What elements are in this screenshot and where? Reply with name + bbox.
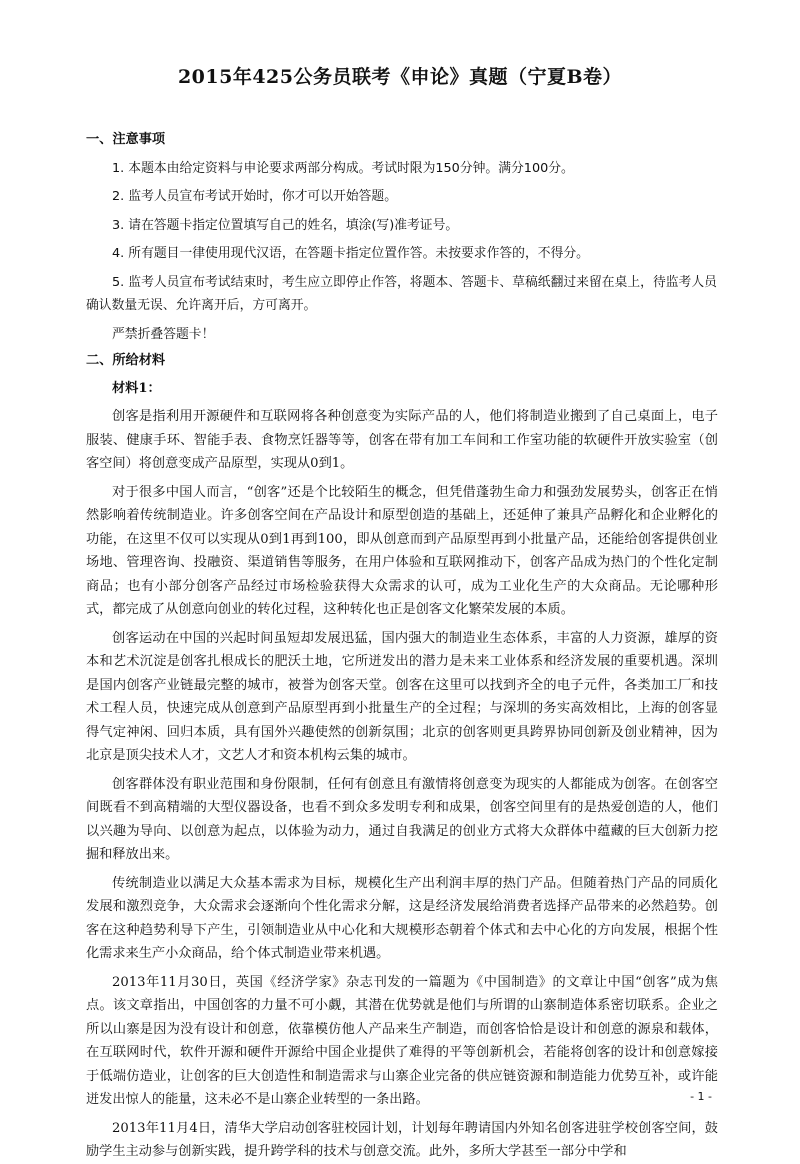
section-heading-materials: 二、所给材料 <box>86 353 166 368</box>
document-title: 2015年425公务员联考《申论》真题（宁夏B卷） <box>177 66 623 88</box>
material-paragraph: 2013年11月30日，英国《经济学家》杂志刊发的一篇题为《中国制造》的文章让中国“创客”成为焦点。该文章指出，中国创客的力量不可小觑，其潜在优势就是他们与所谓的山寨制造体系密切联系。企业之所以山寨是因为没有设计和创意，依靠模仿他人产品来生产制造，而创客恰恰是设计和创意的源泉和载体，在互联网时代，软件开源和硬件开源给中国企业提供了难得的平等创新机会，若能将创客的设计和创意嫁接于低端仿造业，让创客的巨大创造性和制造需求与山寨企业完备的供应链资源和制造能力优势互补，或许能迸发出惊人的能量，这未必不是山寨企业转型的一条出路。 <box>86 974 718 1107</box>
material-paragraph: 传统制造业以满足大众基本需求为目标，规模化生产出利润丰厚的热门产品。但随着热门产品的同质化发展和激烈竞争，大众需求会逐渐向个性化需求分解，这是经济发展给消费者选择产品带来的必然趋势。创客在这种趋势利导下产生，引领制造业从中心化和大规模形态朝着个体式和去中心化的方向发展，根据个性化需求来生产小众商品，给个体式制造业带来机遇。 <box>86 875 718 961</box>
material-paragraph: 对于很多中国人而言，“创客”还是个比较陌生的概念，但凭借蓬勃生命力和强劲发展势头，创客正在悄然影响着传统制造业。许多创客空间在产品设计和原型创造的基础上，还延伸了兼具产品孵化和企业孵化的功能，在这里不仅可以实现从0到1再到100，即从创意而到产品原型再到小批量产品，还能给创客提供创业场地、管理咨询、投融资、渠道销售等服务，在用户体验和互联网推动下，创客产品成为热门的个性化定制商品；也有小部分创客产品经过市场检验获得大众需求的认可，成为工业化生产的大众商品。无论哪种形式，都完成了从创意向创业的转化过程，这种转化也正是创客文化繁荣发展的本质。 <box>86 484 718 617</box>
page-number: - 1 - <box>690 1090 712 1103</box>
material-paragraph: 创客是指利用开源硬件和互联网将各种创意变为实际产品的人，他们将制造业搬到了自己桌面上，电子服装、健康手环、智能手表、食物烹饪器等等，创客在带有加工车间和工作室功能的软硬件开放实验室（创客空间）将创意变成产品原型，实现从0到1。 <box>86 409 718 471</box>
material-label: 材料1： <box>112 380 161 396</box>
material-paragraph: 创客运动在中国的兴起时间虽短却发展迅猛，国内强大的制造业生态体系，丰富的人力资源，雄厚的资本和艺术沉淀是创客扎根成长的肥沃土地，它所迸发出的潜力是未来工业体系和经济发展的重要机遇。深圳是国内创客产业链最完整的城市，被誉为创客天堂。创客在这里可以找到齐全的电子元件，各类加工厂和技术工程人员，快速完成从创意到产品原型再到小批量生产的全过程；与深圳的务实高效相比，上海的创客显得气定神闲、回归本质，具有国外兴趣使然的创新氛围；北京的创客则更具跨界协同创新及创业精神，因为北京是顶尖技术人才，文艺人才和资本机构云集的城市。 <box>86 630 718 763</box>
notice-item: 1. 本题本由给定资料与申论要求两部分构成。考试时限为150分钟。满分100分。 <box>112 160 574 176</box>
material-paragraph: 2013年11月4日，清华大学启动创客驻校园计划，计划每年聘请国内外知名创客进驻学校创客空间，鼓励学生主动参与创新实践，提升跨学科的技术与创意交流。此外，多所大学甚至一部分中学和 <box>86 1120 718 1159</box>
document-body <box>86 128 718 1164</box>
notice-item: 2. 监考人员宣布考试开始时，你才可以开始答题。 <box>112 189 398 204</box>
notice-item: 5. 监考人员宣布考试结束时，考生应立即停止作答，将题本、答题卡、草稿纸翻过来留在桌上，待监考人员确认数量无误、允许离开后，方可离开。 <box>86 274 717 313</box>
material-paragraph: 创客群体没有职业范围和身份限制，任何有创意且有激情将创意变为现实的人都能成为创客。在创客空间既看不到高精端的大型仪器设备，也看不到众多发明专利和成果，创客空间里有的是热爱创造的人，他们以兴趣为导向、以创意为起点，以体验为动力，通过自我满足的创业方式将大众群体中蕴藏的巨大创新力挖掘和释放出来。 <box>86 776 718 862</box>
notice-item: 3. 请在答题卡指定位置填写自己的姓名，填涂(写)准考证号。 <box>112 217 459 233</box>
notice-warning: 严禁折叠答题卡！ <box>112 326 215 342</box>
section-heading-notes: 一、注意事项 <box>86 132 166 147</box>
notice-item: 4. 所有题目一律使用现代汉语，在答题卡指定位置作答。未按要求作答的，不得分。 <box>112 246 589 261</box>
